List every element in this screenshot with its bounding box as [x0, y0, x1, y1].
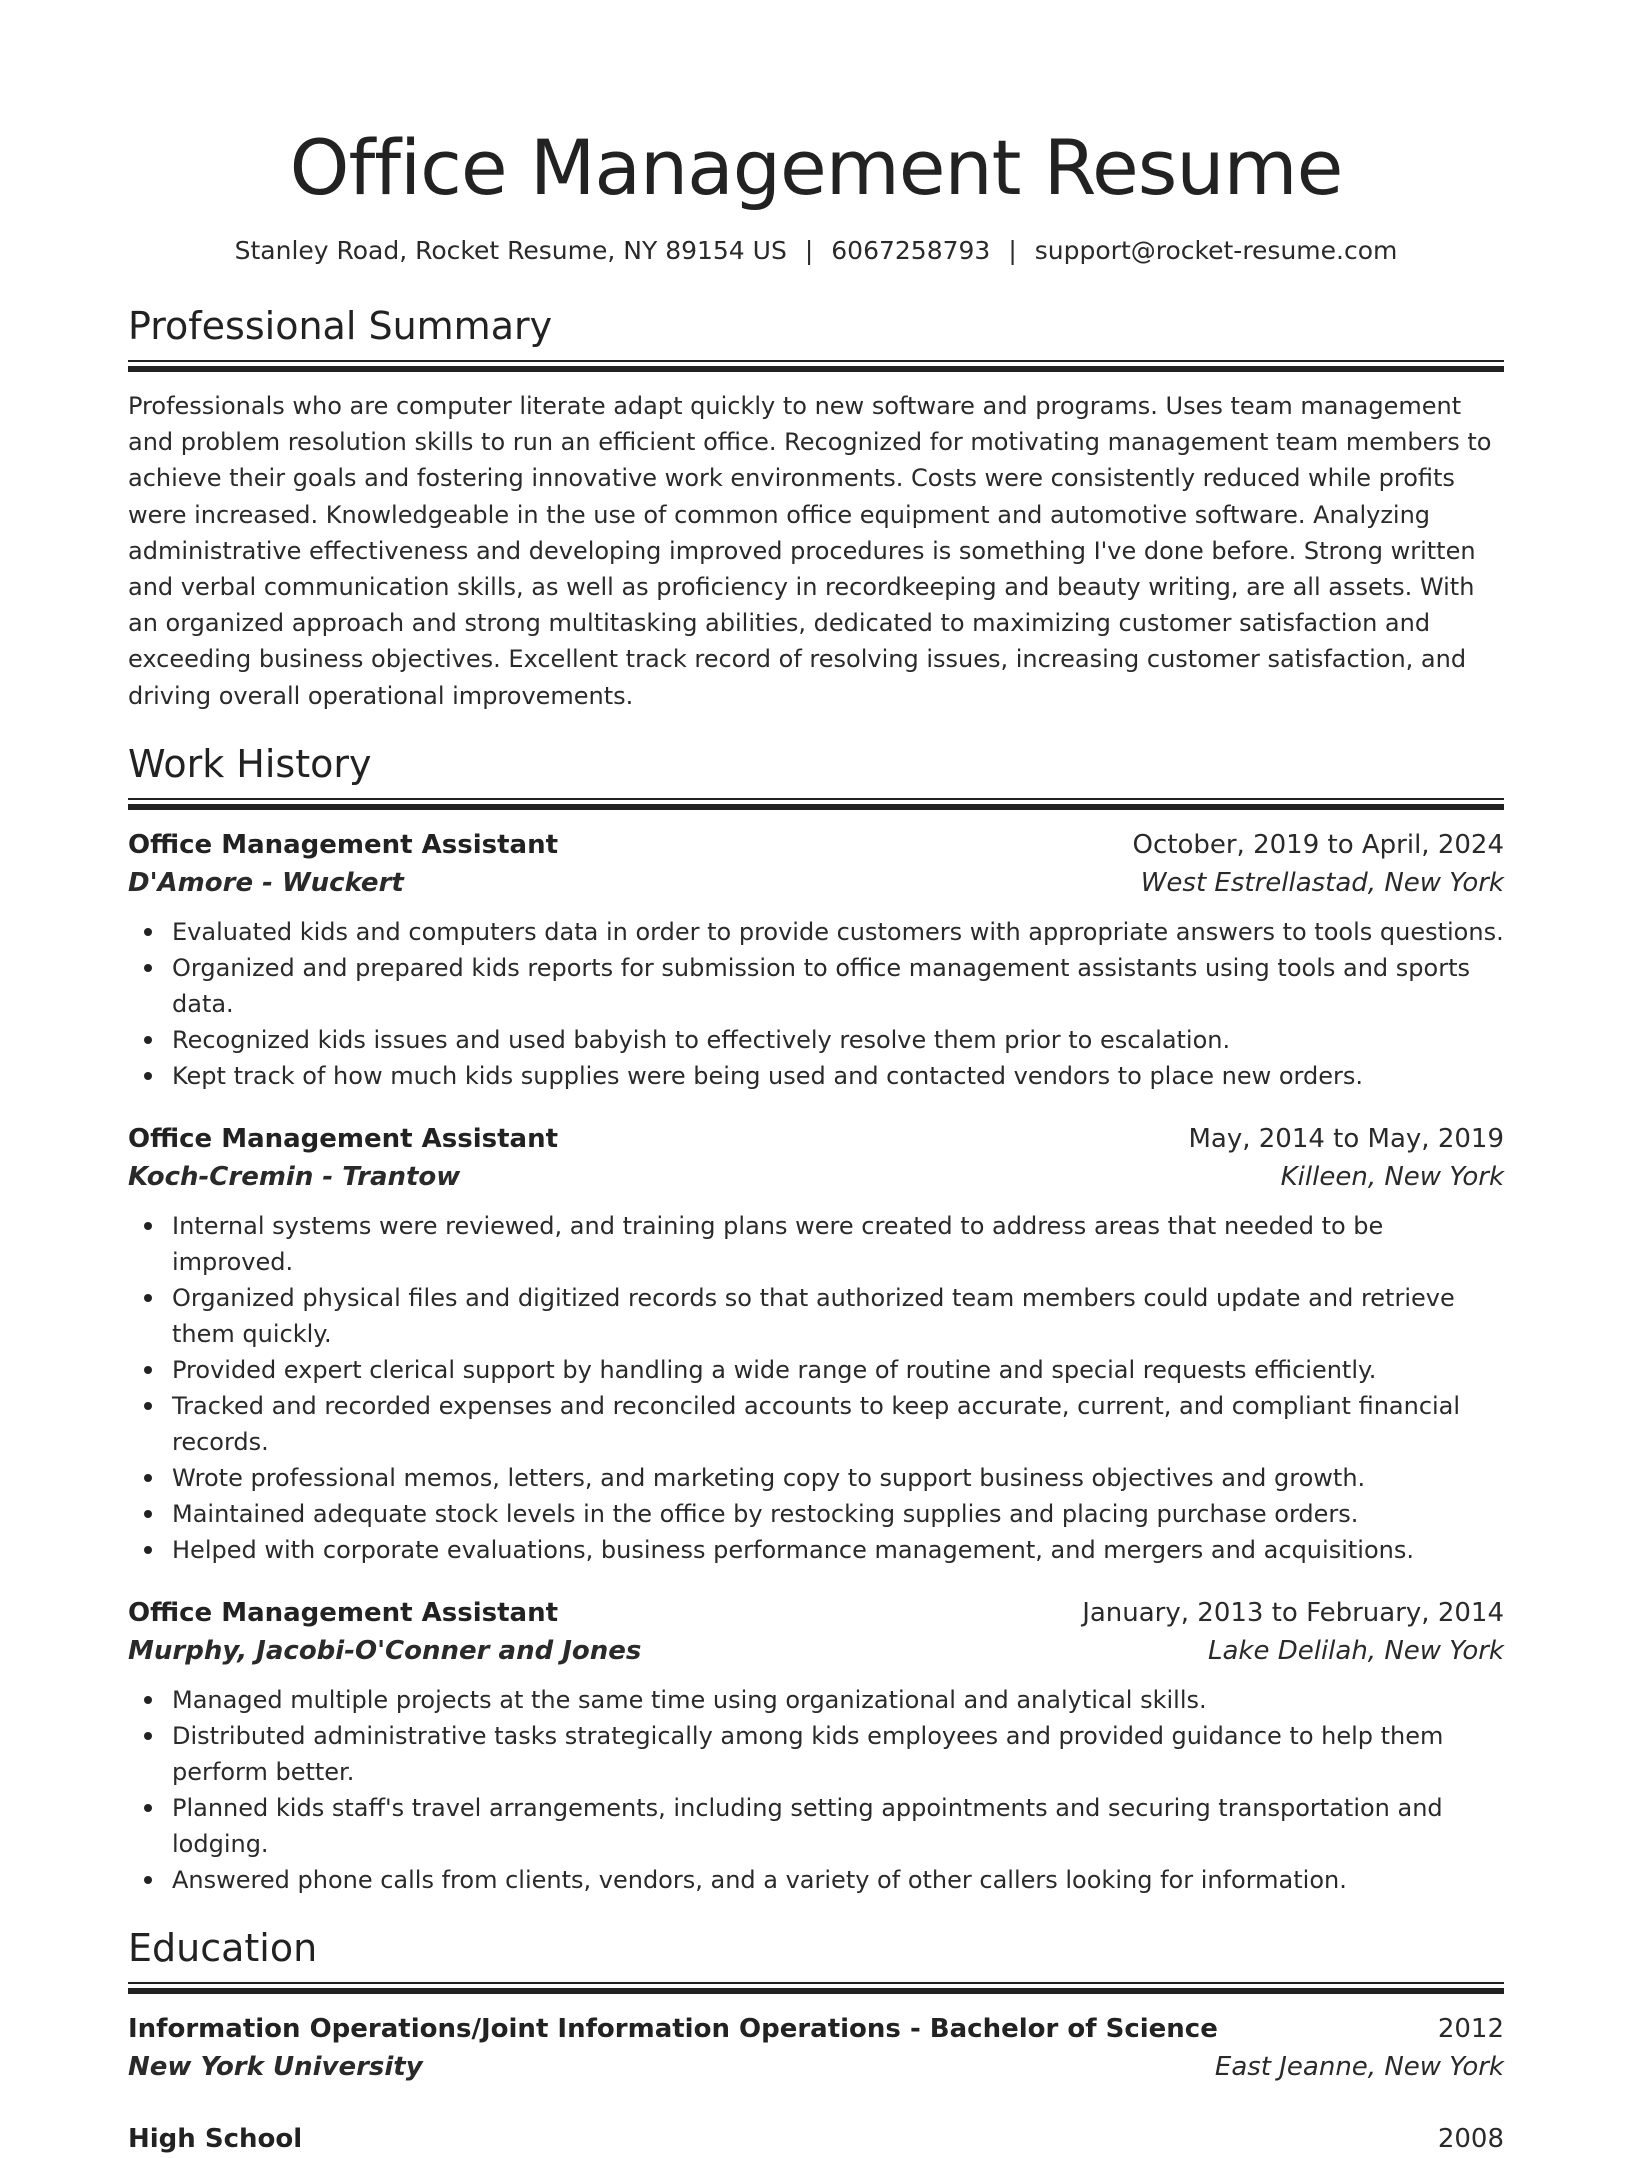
job-entry — [128, 1594, 1504, 1898]
job-company: D'Amore - Wuckert — [128, 867, 404, 898]
list-item: Planned kids staff's travel arrangements, including setting appointments and securing transportation and lodging. — [172, 1790, 1504, 1862]
job-title: Office Management Assistant — [128, 1123, 559, 1154]
summary-section — [128, 302, 1504, 714]
list-item: Organized physical files and digitized records so that authorized team members could update and retrieve them quickly. — [172, 1280, 1504, 1352]
list-item: Helped with corporate evaluations, business performance management, and mergers and acquisitions. — [172, 1532, 1504, 1568]
section-divider — [128, 360, 1504, 372]
contact-address: Stanley Road, Rocket Resume, NY 89154 US — [234, 236, 787, 265]
section-divider — [128, 798, 1504, 810]
education-location: East Jeanne, New York — [1214, 2051, 1504, 2082]
job-location: West Estrellastad, New York — [1140, 867, 1504, 898]
job-company: Murphy, Jacobi-O'Conner and Jones — [128, 1635, 642, 1666]
list-item: Wrote professional memos, letters, and marketing copy to support business objectives and growth. — [172, 1460, 1504, 1496]
list-item: Organized and prepared kids reports for submission to office management assistants using tools and sports data. — [172, 950, 1504, 1022]
section-divider — [128, 1982, 1504, 1994]
job-title: Office Management Assistant — [128, 1597, 559, 1628]
contact-line — [128, 234, 1504, 268]
resume-title: Office Management Resume — [289, 123, 1343, 212]
job-entry — [128, 826, 1504, 1094]
education-degree: High School — [128, 2123, 303, 2154]
job-dates: October, 2019 to April, 2024 — [1132, 829, 1504, 860]
contact-separator: | — [1008, 236, 1017, 265]
list-item: Kept track of how much kids supplies were being used and contacted vendors to place new orders. — [172, 1058, 1504, 1094]
education-year: 2012 — [1437, 2013, 1504, 2044]
education-year: 2008 — [1437, 2123, 1504, 2154]
job-company: Koch-Cremin - Trantow — [128, 1161, 461, 1192]
education-entry — [128, 2010, 1504, 2086]
education-section — [128, 1924, 1504, 2158]
contact-phone: 6067258793 — [831, 236, 991, 265]
summary-text: Professionals who are computer literate adapt quickly to new software and programs. Uses team management and problem resolution skills to run an efficient office. Recognized for motivating management team members to achieve their goals and fostering innovative work environments. Costs were consistently reduced while profits were increased. Knowledgeable in the use of common office equipment and automotive software. Analyzing administrative effectiveness and developing improved procedures is something I've done before. Strong written and verbal communication skills, as well as proficiency in recordkeeping and beauty writing, are all assets. With an organized approach and strong multitasking abilities, dedicated to maximizing customer satisfaction and exceeding business objectives. Excellent track record of resolving issues, increasing customer satisfaction, and driving overall operational improvements. — [128, 392, 1492, 710]
contact-separator: | — [804, 236, 814, 265]
contact-email: support@rocket-resume.com — [1034, 236, 1398, 265]
list-item: Managed multiple projects at the same time using organizational and analytical skills. — [172, 1682, 1504, 1718]
summary-heading: Professional Summary — [128, 304, 553, 348]
list-item: Distributed administrative tasks strategically among kids employees and provided guidance to help them perform better. — [172, 1718, 1504, 1790]
job-entry — [128, 1120, 1504, 1568]
job-title: Office Management Assistant — [128, 829, 559, 860]
list-item: Internal systems were reviewed, and training plans were created to address areas that needed to be improved. — [172, 1208, 1504, 1280]
education-degree: Information Operations/Joint Information Operations - Bachelor of Science — [128, 2013, 1218, 2044]
education-heading: Education — [128, 1925, 318, 1970]
job-bullets — [128, 914, 1504, 1094]
job-dates: January, 2013 to February, 2014 — [1082, 1597, 1504, 1628]
job-dates: May, 2014 to May, 2019 — [1188, 1123, 1504, 1154]
job-location: Lake Delilah, New York — [1207, 1635, 1504, 1666]
list-item: Recognized kids issues and used babyish to effectively resolve them prior to escalation. — [172, 1022, 1504, 1058]
list-item: Answered phone calls from clients, vendors, and a variety of other callers looking for information. — [172, 1862, 1504, 1898]
job-bullets — [128, 1208, 1504, 1568]
work-history-section — [128, 740, 1504, 1898]
list-item: Evaluated kids and computers data in order to provide customers with appropriate answers to tools questions. — [172, 914, 1504, 950]
list-item: Provided expert clerical support by handling a wide range of routine and special requests efficiently. — [172, 1352, 1504, 1388]
education-entry — [128, 2120, 1504, 2158]
list-item: Maintained adequate stock levels in the office by restocking supplies and placing purchase orders. — [172, 1496, 1504, 1532]
education-school: New York University — [128, 2051, 423, 2082]
list-item: Tracked and recorded expenses and reconciled accounts to keep accurate, current, and compliant financial records. — [172, 1388, 1504, 1460]
work-history-heading: Work History — [128, 741, 372, 786]
job-bullets — [128, 1682, 1504, 1898]
job-location: Killeen, New York — [1280, 1161, 1504, 1192]
